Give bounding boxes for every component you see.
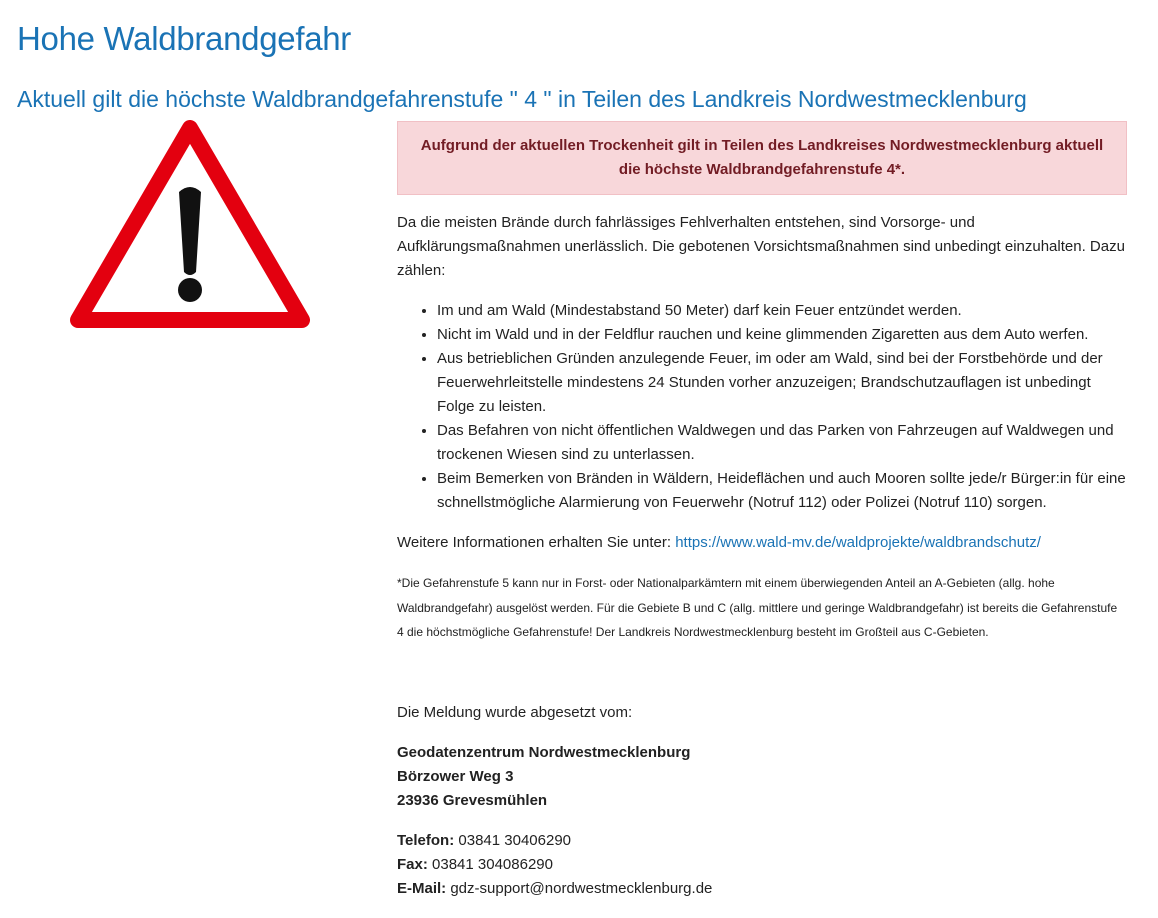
phone-line	[397, 829, 1127, 853]
footnote: *Die Gefahrenstufe 5 kann nur in Forst- oder Nationalparkämtern mit einem überwiegenden Anteil an A-Gebieten (allg. hohe Waldbrandgefahr) ausgelöst werden. Für die Gebiete B und C (allg. mittlere und geringe Waldbrandgefahr) ist bereits die Gefahrenstufe 4 die höchstmögliche Gefahrenstufe! Der Landkreis Nordwestmecklenburg besteht im Großteil aus C-Gebieten.	[397, 576, 1118, 639]
email-line	[397, 877, 1127, 901]
sender-org: Geodatenzentrum Nordwestmecklenburg	[397, 743, 691, 761]
measures-list	[397, 299, 1127, 515]
more-info-paragraph	[397, 531, 1127, 555]
alert-box: Aufgrund der aktuellen Trockenheit gilt in Teilen des Landkreises Nordwestmecklenburg aktuell die höchste Waldbrandgefahrenstufe 4*.	[397, 121, 1127, 195]
contact-details	[397, 829, 1127, 901]
list-item: • Im und am Wald (Mindestabstand 50 Meter) darf kein Feuer entzündet werden.	[437, 299, 1127, 323]
sender-city: 23936 Grevesmühlen	[397, 791, 548, 809]
intro-paragraph: Da die meisten Brände durch fahrlässiges Fehlverhalten entstehen, sind Vorsorge- und Aufklärungsmaßnahmen unerlässlich. Die gebotenen Vorsichtsmaßnahmen sind unbedingt einzuhalten. Dazu zählen:	[397, 214, 1125, 279]
list-item: • Das Befahren von nicht öffentlichen Waldwegen und das Parken von Fahrzeugen auf Waldwegen und trockenen Wiesen sind zu unterlassen.	[437, 419, 1127, 467]
sender-address	[397, 741, 1127, 813]
fax-number: 03841 304086290	[432, 855, 553, 873]
sender-street: Börzower Weg 3	[397, 767, 514, 785]
sender-intro: Die Meldung wurde abgesetzt vom:	[397, 703, 633, 721]
main-content	[397, 121, 1127, 917]
list-item: • Aus betrieblichen Gründen anzulegende Feuer, im oder am Wald, sind bei der Forstbehörde und der Feuerwehrleitstelle mindestens 24 Stunden vorher anzuzeigen; Brandschutzauflagen ist unbedingt Folge zu leisten.	[437, 347, 1127, 419]
more-info-label: Weitere Informationen erhalten Sie unter:	[397, 534, 672, 551]
fax-label: Fax:	[397, 855, 428, 873]
waldbrandschutz-link[interactable]: https://www.wald-mv.de/waldprojekte/waldbrandschutz/	[675, 534, 1041, 551]
phone-label: Telefon:	[397, 831, 455, 849]
email-label: E-Mail:	[397, 879, 447, 897]
list-item: • Nicht im Wald und in der Feldflur rauchen und keine glimmenden Zigaretten aus dem Auto werfen.	[437, 323, 1127, 347]
page-subtitle: Aktuell gilt die höchste Waldbrandgefahrenstufe " 4 " in Teilen des Landkreis Nordwestmecklenburg	[17, 86, 1027, 112]
warning-triangle-icon	[70, 120, 310, 330]
phone-number: 03841 30406290	[458, 831, 572, 849]
list-item: • Beim Bemerken von Bränden in Wäldern, Heideflächen und auch Mooren sollte jede/r Bürger:in für eine schnellstmögliche Alarmierung von Feuerwehr (Notruf 112) oder Polizei (Notruf 110) sorgen.	[437, 467, 1127, 515]
page-title: Hohe Waldbrandgefahr	[17, 20, 351, 57]
email-address: gdz-support@nordwestmecklenburg.de	[450, 879, 713, 897]
fax-line	[397, 853, 1127, 877]
